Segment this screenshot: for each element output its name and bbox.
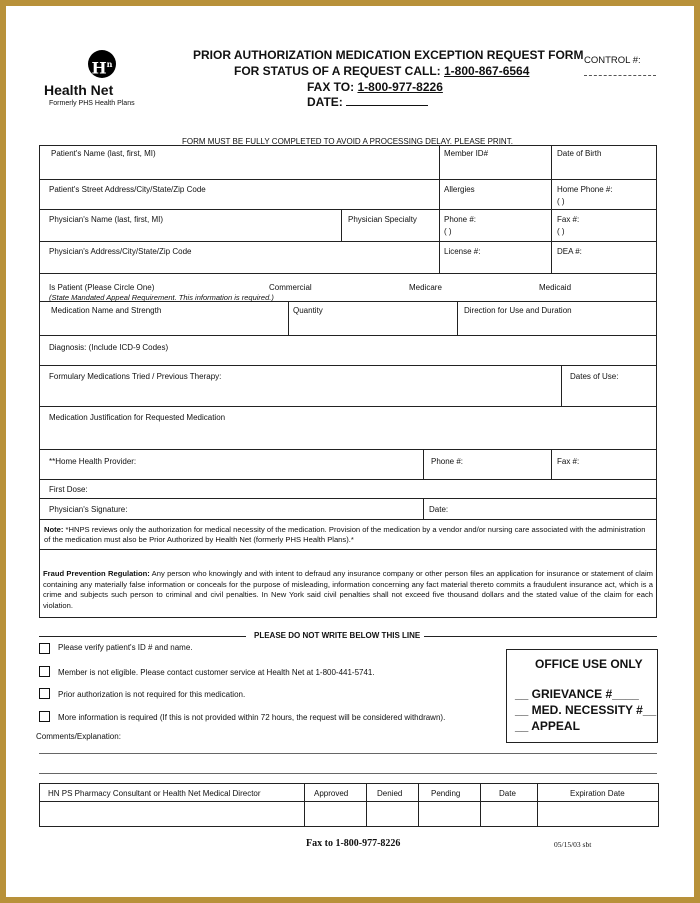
physician-name-label: Physician's Name (last, first, MI) — [49, 215, 163, 224]
signature-label: Physician's Signature: — [49, 505, 128, 514]
date-line: DATE: — [307, 95, 428, 109]
med-necessity-field[interactable]: __ MED. NECESSITY #__ — [515, 703, 657, 717]
logo-name: Health Net — [44, 82, 114, 98]
hh-fax-label: Fax #: — [557, 457, 580, 466]
status-phone: 1-800-867-6564 — [444, 64, 530, 78]
date-header: Date — [499, 789, 516, 798]
dea-label: DEA #: — [557, 247, 582, 256]
comments-line[interactable] — [39, 753, 657, 754]
form-title: PRIOR AUTHORIZATION MEDICATION EXCEPTION REQUEST FORM — [193, 48, 584, 62]
grievance-field[interactable]: __ GRIEVANCE #____ — [515, 687, 639, 701]
approval-table — [39, 783, 659, 827]
status-line: FOR STATUS OF A REQUEST CALL: 1-800-867-6564 — [234, 64, 530, 78]
first-dose-label: First Dose: — [49, 485, 88, 494]
allergies-label: Allergies — [444, 185, 475, 194]
verify-id-checkbox[interactable] — [39, 643, 50, 654]
home-phone-paren: ( ) — [557, 197, 565, 206]
denied-header: Denied — [377, 789, 403, 798]
quantity-label: Quantity — [293, 306, 323, 315]
formulary-label: Formulary Medications Tried / Previous Therapy: — [49, 372, 222, 381]
approved-header: Approved — [314, 789, 349, 798]
office-use-box — [506, 649, 658, 743]
not-required-label: Prior authorization is not required for this medication. — [58, 690, 246, 699]
specialty-label: Physician Specialty — [348, 215, 417, 224]
justification-label: Medication Justification for Requested Medication — [49, 413, 226, 422]
below-line-title: PLEASE DO NOT WRITE BELOW THIS LINE — [254, 631, 421, 640]
home-health-label: **Home Health Provider: — [49, 457, 137, 466]
patient-name-label: Patient's Name (last, first, MI) — [51, 149, 156, 158]
expiration-header: Expiration Date — [570, 789, 625, 798]
phone-label: Phone #: — [444, 215, 477, 224]
diagnosis-label: Diagnosis: (Include ICD-9 Codes) — [49, 343, 169, 352]
not-eligible-label: Member is not eligible. Please contact customer service at Health Net at 1-800-441-5741. — [58, 668, 375, 677]
not-eligible-checkbox[interactable] — [39, 666, 50, 677]
health-net-logo-icon: $H^n$ — [88, 50, 116, 78]
comments-line[interactable] — [39, 773, 657, 774]
patient-address-label: Patient's Street Address/City/State/Zip Code — [49, 185, 206, 194]
more-info-label: More information is required (If this is not provided within 72 hours, the request will be considered withdrawn). — [58, 713, 446, 722]
direction-label: Direction for Use and Duration — [464, 306, 572, 315]
physician-address-label: Physician's Address/City/State/Zip Code — [49, 247, 192, 256]
fax-number: 1-800-977-8226 — [357, 80, 443, 94]
note-text: Note: *HNPS reviews only the authorization for medical necessity of the medication. Provision of the medication by a vendor and/or nursing care associated with the administration of the medication must also be Prior Authorized by Health Net (formerly PHS Health Plans).* — [44, 525, 646, 544]
medicaid-option[interactable]: Medicaid — [539, 283, 572, 292]
not-required-checkbox[interactable] — [39, 688, 50, 699]
fax-line: FAX TO: 1-800-977-8226 — [307, 80, 443, 94]
appeal-field[interactable]: __ APPEAL — [515, 719, 580, 733]
form-page — [6, 6, 694, 897]
control-field[interactable] — [584, 75, 656, 76]
verify-id-label: Please verify patient's ID # and name. — [58, 643, 193, 652]
logo-subtitle: Formerly PHS Health Plans — [49, 100, 135, 107]
dob-label: Date of Birth — [557, 149, 602, 158]
home-phone-label: Home Phone #: — [557, 185, 613, 194]
dates-of-use-label: Dates of Use: — [570, 372, 619, 381]
fraud-regulation: Fraud Prevention Regulation: Any person who knowingly and with intent to defraud any insurance company or other person files an application for insurance or statement of claim containing any materially false information or conceals for the purpose of misleading, information concerning any fact material thereto commits a fraudulent insurance act, which is a crime and subjects such person to criminal and civil penalties. In New York said civil penalties shall not exceed five thousand dollars and the stated value of the claim for each violation. — [43, 569, 653, 610]
medicare-option[interactable]: Medicare — [409, 283, 442, 292]
instruction: FORM MUST BE FULLY COMPLETED TO AVOID A PROCESSING DELAY. PLEASE PRINT. — [182, 137, 513, 146]
footer-fax: Fax to 1-800-977-8226 — [306, 838, 401, 849]
date-label: Date: — [429, 505, 449, 514]
fax-paren: ( ) — [557, 227, 565, 236]
revision-code: 05/15/03 sbt — [554, 840, 592, 849]
pending-header: Pending — [431, 789, 461, 798]
is-patient-label: Is Patient (Please Circle One) — [49, 283, 155, 292]
phone-paren: ( ) — [444, 227, 452, 236]
fax-label: Fax #: — [557, 215, 580, 224]
medication-label: Medication Name and Strength — [51, 306, 162, 315]
commercial-option[interactable]: Commercial — [269, 283, 312, 292]
mandated-note: (State Mandated Appeal Requirement. This information is required.) — [49, 293, 274, 302]
control-label: CONTROL #: — [584, 55, 641, 66]
member-id-label: Member ID# — [444, 149, 489, 158]
office-use-title: OFFICE USE ONLY — [535, 657, 643, 671]
license-label: License #: — [444, 247, 481, 256]
comments-label: Comments/Explanation: — [36, 732, 121, 741]
approver-header: HN PS Pharmacy Consultant or Health Net Medical Director — [48, 789, 261, 798]
more-info-checkbox[interactable] — [39, 711, 50, 722]
hh-phone-label: Phone #: — [431, 457, 464, 466]
